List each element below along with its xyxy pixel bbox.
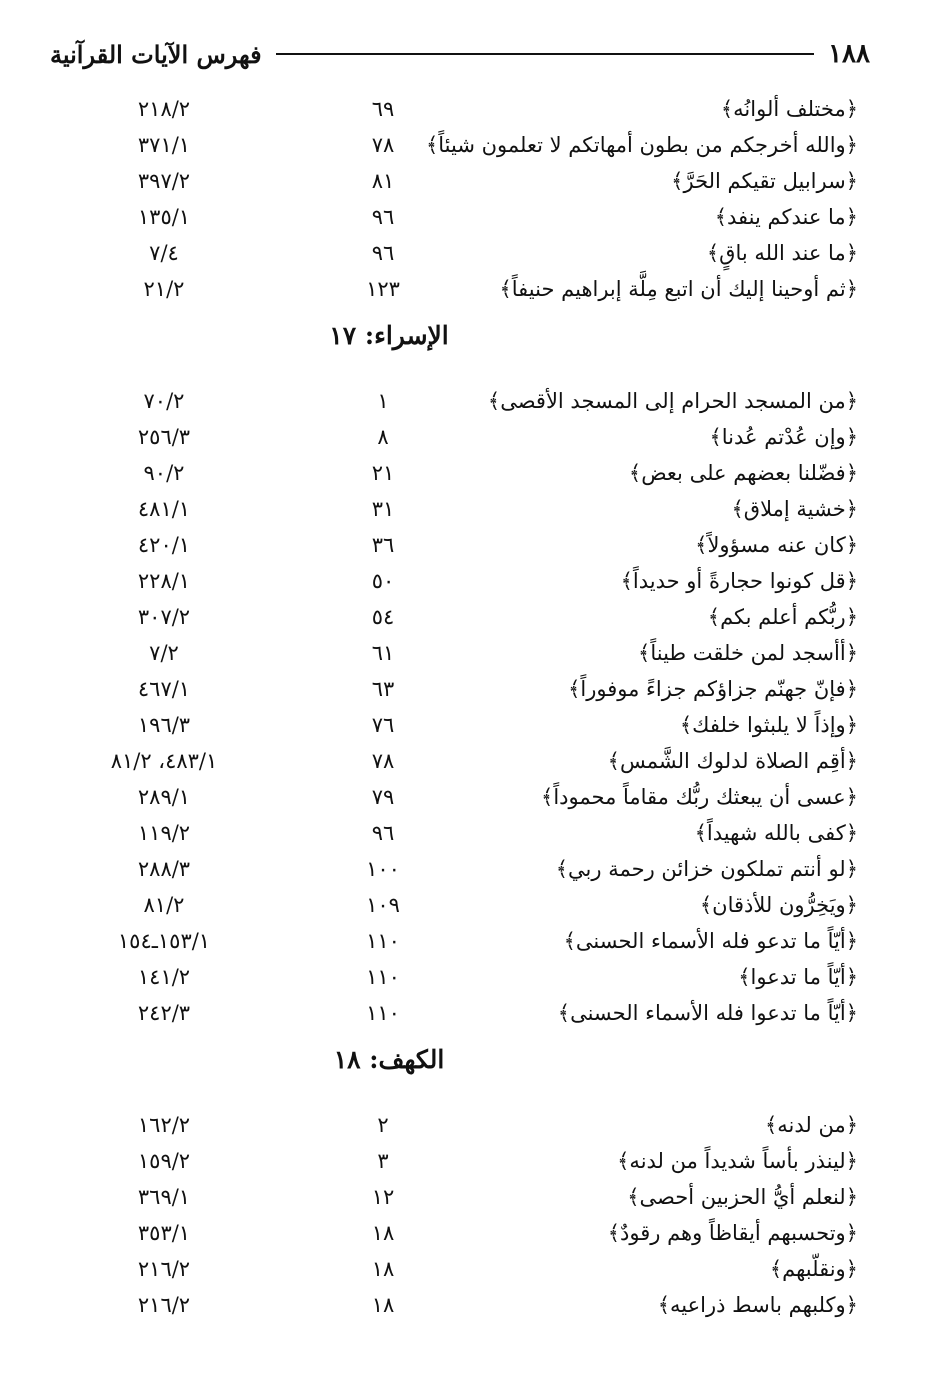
- index-row: [60, 855, 858, 891]
- page-reference: ٩٠/٢: [143, 461, 185, 485]
- index-row: [60, 239, 858, 275]
- index-row: [60, 423, 858, 459]
- verse-text: ﴿قل كونوا حجارةً أو حديداً﴾: [620, 569, 858, 593]
- verse-text: ﴿وكلبهم باسط ذراعيه﴾: [657, 1293, 858, 1317]
- page-reference: ٧/٢: [149, 641, 179, 665]
- ayah-number: ١٨: [371, 1257, 395, 1281]
- page-reference: ٣٧١/١: [137, 133, 191, 157]
- page-reference: ٣٦٩/١: [137, 1185, 191, 1209]
- verse-text: ﴿أيّاً ما تدعو فله الأسماء الحسنى﴾: [563, 929, 858, 953]
- index-row: [60, 495, 858, 531]
- verse-text: ﴿من لدنه﴾: [764, 1113, 858, 1137]
- page-reference: ٣٠٧/٢: [137, 605, 191, 629]
- page-reference: ٣٩٧/٢: [137, 169, 191, 193]
- index-row: [60, 275, 858, 311]
- ayah-number: ١١٠: [366, 965, 400, 989]
- ayah-number: ٣: [377, 1149, 389, 1173]
- index-row: [60, 675, 858, 711]
- page-reference: ٤٦٧/١: [137, 677, 191, 701]
- index-row: [60, 747, 858, 783]
- index-row: [60, 1111, 858, 1147]
- verse-text: ﴿لينذر بأساً شديداً من لدنه﴾: [617, 1149, 858, 1173]
- verse-text: ﴿أيّاً ما تدعوا فله الأسماء الحسنى﴾: [557, 1001, 858, 1025]
- ayah-number: ١: [377, 389, 389, 413]
- verse-text: ﴿وإن عُدْتم عُدنا﴾: [709, 425, 858, 449]
- verse-text: ﴿أأسجد لمن خلقت طيناً﴾: [638, 641, 858, 665]
- page-reference: ٧٠/٢: [143, 389, 185, 413]
- index-row: [60, 927, 858, 963]
- page-reference: ٢١٦/٢: [137, 1293, 191, 1317]
- ayah-number: ١٢٣: [366, 277, 400, 301]
- index-row: [60, 603, 858, 639]
- index-row: [60, 963, 858, 999]
- page-reference: ٢١٨/٢: [137, 97, 191, 121]
- verse-text: ﴿والله أخرجكم من بطون أمهاتكم لا تعلمون شيئاً﴾: [425, 133, 858, 157]
- verse-text: ﴿كان عنه مسؤولاً﴾: [695, 533, 858, 557]
- index-row: [60, 387, 858, 423]
- index-row: [60, 783, 858, 819]
- ayah-number: ٨١: [371, 169, 395, 193]
- index-row: [60, 567, 858, 603]
- page-reference: ١٦٢/٢: [137, 1113, 191, 1137]
- index-row: [60, 95, 858, 131]
- page-reference: ٧/٤: [149, 241, 179, 265]
- verse-text: ﴿سرابيل تقيكم الحَرَّ﴾: [671, 169, 858, 193]
- surah-heading: الإسراء: ١٧: [329, 321, 449, 350]
- verse-text: ﴿وإذاً لا يلبثوا خلفك﴾: [679, 713, 858, 737]
- verse-text: ﴿ويَخِرُّون للأذقان﴾: [699, 893, 858, 917]
- page-reference: ٢٢٨/١: [137, 569, 191, 593]
- page-reference: ١١٩/٢: [137, 821, 191, 845]
- index-row: [60, 203, 858, 239]
- verse-text: ﴿أقِم الصلاة لدلوك الشَّمس﴾: [607, 749, 858, 773]
- page-reference: ١٤١/٢: [137, 965, 191, 989]
- ayah-number: ٧٩: [371, 785, 395, 809]
- ayah-number: ٢١: [371, 461, 395, 485]
- index-row: [60, 819, 858, 855]
- verse-text: ﴿ما عندكم ينفد﴾: [714, 205, 858, 229]
- ayah-number: ٣١: [371, 497, 395, 521]
- verse-text: ﴿لو أنتم تملكون خزائن رحمة ربي﴾: [555, 857, 858, 881]
- page-header: [50, 34, 870, 74]
- index-row: [60, 531, 858, 567]
- page-reference: ٤٨١/١: [137, 497, 191, 521]
- index-row: [60, 1255, 858, 1291]
- page-reference: ٢١/٢: [143, 277, 185, 301]
- header-rule: [276, 53, 815, 55]
- verse-text: ﴿ونقلّبهم﴾: [769, 1257, 858, 1281]
- page-reference: ٢٤٢/٣: [137, 1001, 191, 1025]
- ayah-number: ٣٦: [371, 533, 395, 557]
- page-reference: ٤٨٣/١، ٨١/٢: [110, 749, 218, 773]
- ayah-number: ١٨: [371, 1293, 395, 1317]
- page-reference: ١٣٥/١: [137, 205, 191, 229]
- index-row: [60, 167, 858, 203]
- page-reference: ٢٨٩/١: [137, 785, 191, 809]
- page-number: ١٨٨: [828, 39, 870, 69]
- verse-text: ﴿مختلف ألوانُه﴾: [720, 97, 858, 121]
- ayah-number: ٧٨: [371, 749, 395, 773]
- verse-text: ﴿وتحسبهم أيقاظاً وهم رقودٌ﴾: [607, 1221, 858, 1245]
- ayah-number: ٧٦: [371, 713, 395, 737]
- ayah-number: ١٠٠: [366, 857, 400, 881]
- page-reference: ٢١٦/٢: [137, 1257, 191, 1281]
- ayah-number: ١٢: [371, 1185, 395, 1209]
- verse-text: ﴿من المسجد الحرام إلى المسجد الأقصى﴾: [487, 389, 858, 413]
- verse-text: ﴿ما عند الله باقٍ﴾: [706, 241, 858, 265]
- surah-section: [60, 1035, 858, 1327]
- ayah-number: ١٨: [371, 1221, 395, 1245]
- index-row: [60, 711, 858, 747]
- page-reference: ٢٥٦/٣: [137, 425, 191, 449]
- verse-text: ﴿خشية إملاق﴾: [731, 497, 858, 521]
- page-reference: ١٩٦/٣: [137, 713, 191, 737]
- index-row: [60, 639, 858, 675]
- verse-text: ﴿لنعلم أيُّ الحزبين أحصى﴾: [627, 1185, 858, 1209]
- page-reference: ٤٢٠/١: [137, 533, 191, 557]
- running-title: فهرس الآيات القرآنية: [50, 39, 262, 69]
- ayah-number: ٦٣: [371, 677, 395, 701]
- page-reference: ٣٥٣/١: [137, 1221, 191, 1245]
- index-row: [60, 459, 858, 495]
- surah-heading: الكهف: ١٨: [333, 1045, 445, 1074]
- index-row: [60, 1291, 858, 1327]
- page-reference: ١٥٩/٢: [137, 1149, 191, 1173]
- verse-text: ﴿أيّاً ما تدعوا﴾: [738, 965, 858, 989]
- page-reference: ٢٨٨/٣: [137, 857, 191, 881]
- ayah-number: ١٠٩: [366, 893, 400, 917]
- ayah-number: ٢: [377, 1113, 389, 1137]
- ayah-number: ١١٠: [366, 929, 400, 953]
- ayah-number: ٧٨: [371, 133, 395, 157]
- ayah-number: ٩٦: [371, 205, 395, 229]
- index-row: [60, 891, 858, 927]
- page-reference: ٨١/٢: [143, 893, 185, 917]
- index-row: [60, 131, 858, 167]
- ayah-number: ١١٠: [366, 1001, 400, 1025]
- verse-text: ﴿ربُّكم أعلم بكم﴾: [707, 605, 858, 629]
- ayah-number: ٥٠: [371, 569, 395, 593]
- index-row: [60, 1219, 858, 1255]
- ayah-number: ٩٦: [371, 241, 395, 265]
- verse-index: [60, 95, 858, 1327]
- ayah-number: ٦٩: [371, 97, 395, 121]
- verse-text: ﴿كفى بالله شهيداً﴾: [694, 821, 858, 845]
- index-row: [60, 1147, 858, 1183]
- index-row: [60, 1183, 858, 1219]
- index-row: [60, 999, 858, 1035]
- ayah-number: ٦١: [371, 641, 395, 665]
- surah-section: [60, 311, 858, 1035]
- ayah-number: ٨: [377, 425, 389, 449]
- surah-section: [60, 95, 858, 311]
- ayah-number: ٩٦: [371, 821, 395, 845]
- verse-text: ﴿عسى أن يبعثك ربُّك مقاماً محموداً﴾: [541, 785, 858, 809]
- ayah-number: ٥٤: [371, 605, 395, 629]
- verse-text: ﴿فضّلنا بعضهم على بعض﴾: [628, 461, 858, 485]
- verse-text: ﴿فإنّ جهنّم جزاؤكم جزاءً موفوراً﴾: [568, 677, 858, 701]
- verse-text: ﴿ثم أوحينا إليك أن اتبع مِلَّة إبراهيم حنيفاً﴾: [499, 277, 858, 301]
- page-reference: ١٥٣/١ـ١٥٤: [117, 929, 211, 953]
